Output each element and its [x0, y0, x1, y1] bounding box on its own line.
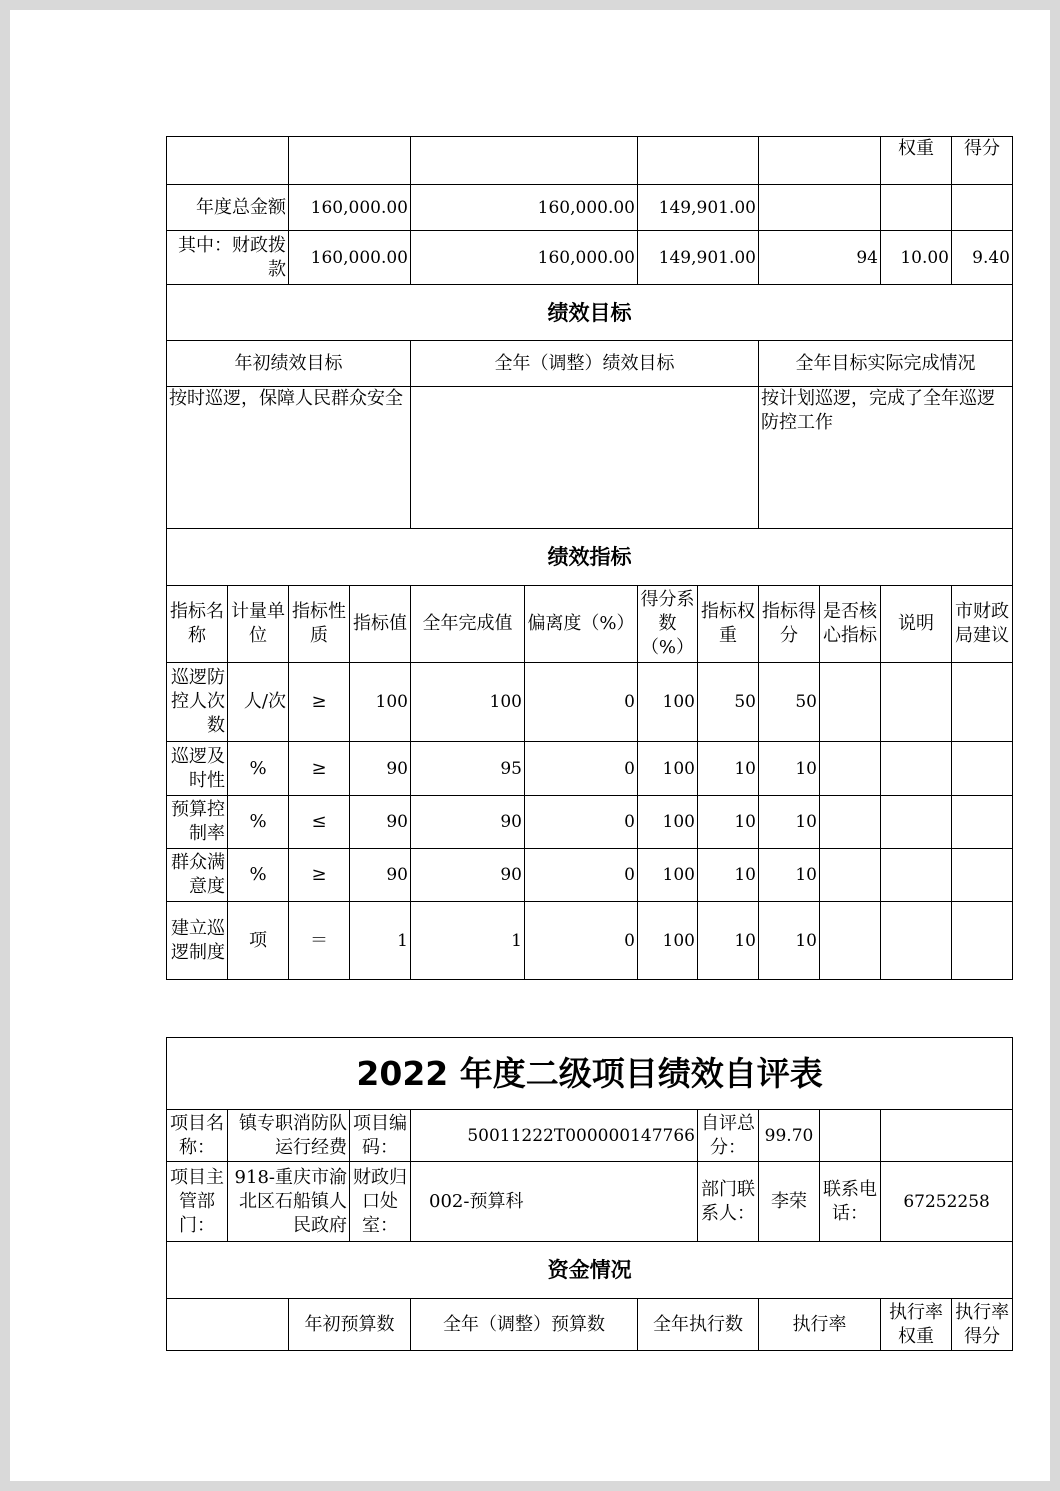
fiscal-score: 9.40 — [952, 231, 1013, 285]
indicator-header: 说明 — [881, 586, 952, 663]
indicator-weight: 10 — [698, 902, 759, 980]
indicator-advice — [952, 849, 1013, 902]
fiscal-executed: 149,901.00 — [638, 231, 759, 285]
form-title: 2022 年度二级项目绩效自评表 — [167, 1038, 1013, 1110]
indicator-coef: 100 — [638, 849, 698, 902]
indicator-coef: 100 — [638, 796, 698, 849]
performance-table-continued — [166, 136, 1013, 980]
indicator-advice — [952, 742, 1013, 796]
project-code: 50011222T000000147766 — [411, 1110, 698, 1162]
document-page — [10, 10, 1050, 1481]
indicator-core — [820, 742, 881, 796]
indicator-score: 10 — [759, 796, 820, 849]
project-name-label: 项目名称： — [167, 1110, 228, 1162]
indicator-nature: ≥ — [289, 663, 350, 742]
indicator-score: 10 — [759, 902, 820, 980]
fund-header: 全年（调整）预算数 — [411, 1299, 638, 1351]
indicator-nature: ≥ — [289, 742, 350, 796]
office-name: 002-预算科 — [411, 1162, 698, 1242]
indicator-coef: 100 — [638, 663, 698, 742]
indicator-core — [820, 663, 881, 742]
indicator-header: 市财政局建议 — [952, 586, 1013, 663]
indicator-core — [820, 902, 881, 980]
indicator-deviation: 0 — [525, 902, 638, 980]
indicator-unit: 项 — [228, 902, 289, 980]
indicator-weight: 10 — [698, 849, 759, 902]
total-score: 99.70 — [759, 1110, 820, 1162]
indicator-unit: % — [228, 742, 289, 796]
indicator-name: 建立巡逻制度 — [167, 902, 228, 980]
fund-header-row — [167, 137, 1013, 185]
fund-header-row — [167, 1299, 1013, 1351]
indicator-weight: 10 — [698, 796, 759, 849]
indicator-note — [881, 796, 952, 849]
indicator-note — [881, 849, 952, 902]
annual-total-executed: 149,901.00 — [638, 185, 759, 231]
annual-total-row — [167, 185, 1013, 231]
indicator-advice — [952, 663, 1013, 742]
fiscal-rate: 94 — [759, 231, 881, 285]
indicator-core — [820, 849, 881, 902]
indicator-header: 指标权重 — [698, 586, 759, 663]
indicator-core — [820, 796, 881, 849]
indicator-target: 100 — [350, 663, 411, 742]
indicator-actual: 90 — [411, 796, 525, 849]
indicator-name: 群众满意度 — [167, 849, 228, 902]
indicator-target: 90 — [350, 742, 411, 796]
project-name: 镇专职消防队运行经费 — [228, 1110, 350, 1162]
fund-header: 全年执行数 — [638, 1299, 759, 1351]
self-evaluation-form — [166, 1037, 1013, 1351]
fund-header: 执行率 — [759, 1299, 881, 1351]
indicator-nature: ≤ — [289, 796, 350, 849]
indicator-weight: 50 — [698, 663, 759, 742]
dept-label: 项目主管部门： — [167, 1162, 228, 1242]
actual-completion-text: 按计划巡逻，完成了全年巡逻防控工作 — [759, 387, 1013, 529]
indicator-header: 全年完成值 — [411, 586, 525, 663]
indicator-name: 巡逻防控人次数 — [167, 663, 228, 742]
indicator-name: 预算控制率 — [167, 796, 228, 849]
table-row — [167, 796, 1013, 849]
indicator-header: 指标性质 — [289, 586, 350, 663]
indicator-actual: 95 — [411, 742, 525, 796]
fund-header: 执行率得分 — [952, 1299, 1013, 1351]
indicator-header: 是否核心指标 — [820, 586, 881, 663]
project-info-row — [167, 1110, 1013, 1162]
goals-content-row — [167, 387, 1013, 529]
table-row — [167, 902, 1013, 980]
indicator-note — [881, 902, 952, 980]
initial-goal-header: 年初绩效目标 — [167, 341, 411, 387]
indicator-deviation: 0 — [525, 663, 638, 742]
office-label: 财政归口处室： — [350, 1162, 411, 1242]
annual-total-adjusted: 160,000.00 — [411, 185, 638, 231]
table-row — [167, 849, 1013, 902]
phone-number: 67252258 — [881, 1162, 1013, 1242]
indicator-target: 90 — [350, 796, 411, 849]
indicator-score: 10 — [759, 742, 820, 796]
annual-total-initial: 160,000.00 — [289, 185, 411, 231]
adjusted-goal-header: 全年（调整）绩效目标 — [411, 341, 759, 387]
indicator-deviation: 0 — [525, 742, 638, 796]
goals-header-row — [167, 341, 1013, 387]
indicator-actual: 1 — [411, 902, 525, 980]
indicator-weight: 10 — [698, 742, 759, 796]
initial-goal-text: 按时巡逻，保障人民群众安全 — [167, 387, 411, 529]
annual-total-label: 年度总金额 — [167, 185, 289, 231]
goals-title-row — [167, 285, 1013, 341]
indicator-header: 指标得分 — [759, 586, 820, 663]
indicator-advice — [952, 796, 1013, 849]
fiscal-weight: 10.00 — [881, 231, 952, 285]
indicator-deviation: 0 — [525, 796, 638, 849]
indicator-actual: 90 — [411, 849, 525, 902]
indicator-unit: % — [228, 849, 289, 902]
project-code-label: 项目编码： — [350, 1110, 411, 1162]
indicator-unit: % — [228, 796, 289, 849]
indicator-coef: 100 — [638, 742, 698, 796]
indicator-score: 50 — [759, 663, 820, 742]
indicator-name: 巡逻及时性 — [167, 742, 228, 796]
indicator-unit: 人/次 — [228, 663, 289, 742]
indicator-header: 指标名称 — [167, 586, 228, 663]
indicators-header-row — [167, 586, 1013, 663]
indicator-nature: ＝ — [289, 902, 350, 980]
total-score-label: 自评总分： — [698, 1110, 759, 1162]
adjusted-goal-text — [411, 387, 759, 529]
form-title-row — [167, 1038, 1013, 1110]
indicator-actual: 100 — [411, 663, 525, 742]
indicator-header: 偏离度（%） — [525, 586, 638, 663]
indicator-header: 计量单位 — [228, 586, 289, 663]
contact-name: 李荣 — [759, 1162, 820, 1242]
fiscal-label: 其中：财政拨款 — [167, 231, 289, 285]
phone-label: 联系电话： — [820, 1162, 881, 1242]
indicator-score: 10 — [759, 849, 820, 902]
table-row — [167, 742, 1013, 796]
score-header: 得分 — [952, 137, 1013, 185]
indicators-section-title: 绩效指标 — [167, 529, 1013, 586]
weight-header: 权重 — [881, 137, 952, 185]
indicator-nature: ≥ — [289, 849, 350, 902]
indicator-deviation: 0 — [525, 849, 638, 902]
indicator-header: 得分系数（%） — [638, 586, 698, 663]
fund-header: 执行率权重 — [881, 1299, 952, 1351]
indicator-coef: 100 — [638, 902, 698, 980]
contact-label: 部门联系人： — [698, 1162, 759, 1242]
goals-section-title: 绩效目标 — [167, 285, 1013, 341]
indicators-title-row — [167, 529, 1013, 586]
fund-header: 年初预算数 — [289, 1299, 411, 1351]
dept-info-row — [167, 1162, 1013, 1242]
dept-name: 918-重庆市渝北区石船镇人民政府 — [228, 1162, 350, 1242]
actual-completion-header: 全年目标实际完成情况 — [759, 341, 1013, 387]
indicator-header: 指标值 — [350, 586, 411, 663]
indicator-target: 1 — [350, 902, 411, 980]
indicator-note — [881, 663, 952, 742]
fund-title-row — [167, 1242, 1013, 1299]
fund-section-title: 资金情况 — [167, 1242, 1013, 1299]
fiscal-initial: 160,000.00 — [289, 231, 411, 285]
fiscal-adjusted: 160,000.00 — [411, 231, 638, 285]
table-row — [167, 663, 1013, 742]
indicator-note — [881, 742, 952, 796]
indicator-target: 90 — [350, 849, 411, 902]
fiscal-row — [167, 231, 1013, 285]
indicator-advice — [952, 902, 1013, 980]
